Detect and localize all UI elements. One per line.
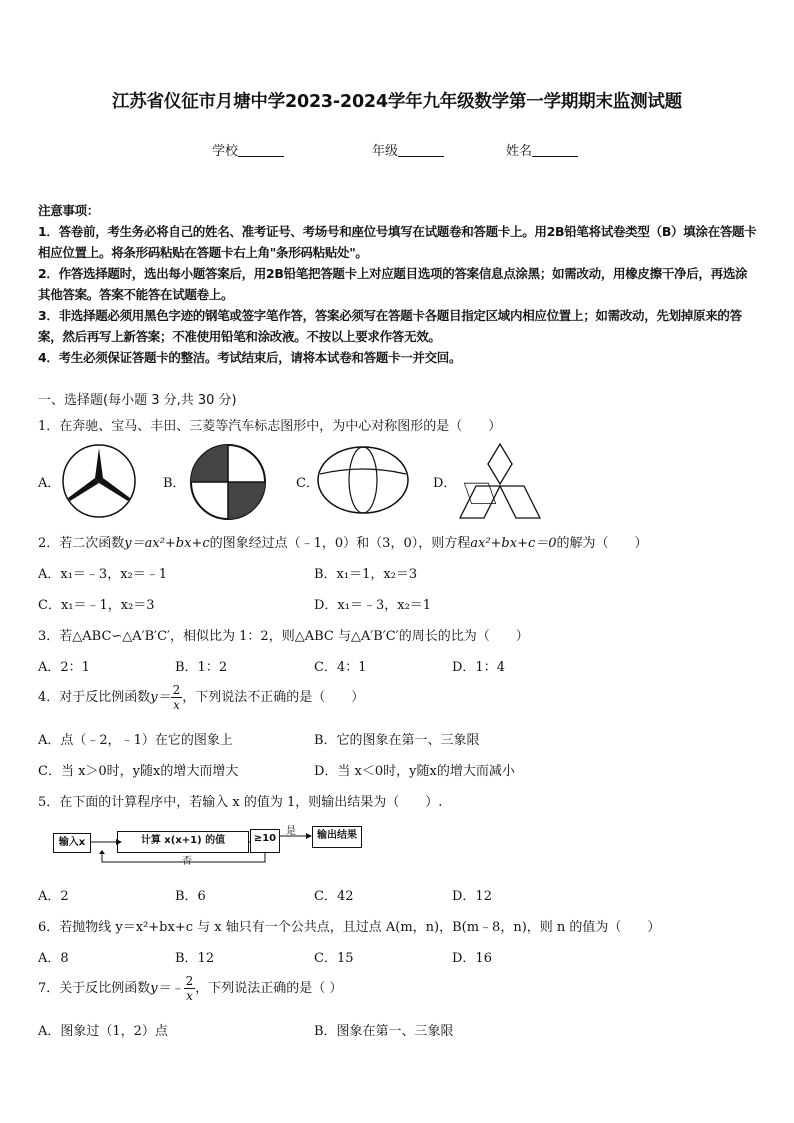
- grade-field: 年级: [372, 140, 444, 159]
- flow-arrows: [50, 820, 370, 870]
- q2-option-d: D．x₁＝﹣3，x₂＝1: [314, 598, 432, 613]
- bmw-logo-figure: [188, 442, 268, 522]
- q1-option-a: A．: [38, 476, 61, 491]
- q3-option-d: D．1：4: [452, 660, 505, 675]
- page-title: 江苏省仪征市月塘中学2023-2024学年九年级数学第一学期期末监测试题: [112, 92, 682, 112]
- notice-item-3: 3．非选择题必须用黑色字迹的钢笔或签字笔作答，答案必须写在答题卡各题目指定区域内相应位置上；如需改动，先划掉原来的答案，然后再写上新答案；不准使用铅笔和涂改液。不按以上要求作答无效。: [38, 308, 742, 344]
- q3-option-c: C．4：1: [314, 660, 367, 675]
- q5-option-b: B．6: [175, 889, 206, 904]
- q6-option-d: D．16: [452, 951, 492, 966]
- q6-option-a: A．8: [38, 951, 69, 966]
- q6-option-c: C．15: [314, 951, 354, 966]
- q2-option-a: A．x₁＝﹣3，x₂＝﹣1: [38, 567, 168, 582]
- flow-output-box: 输出结果: [312, 826, 362, 848]
- q7-fraction: $\frac{2}{x}$: [185, 974, 194, 1003]
- q4-option-c: C．当 x＞0时，y随x的增大而增大: [38, 764, 239, 779]
- question-1-stem: 1．在奔驰、宝马、丰田、三菱等汽车标志图形中，为中心对称图形的是（ ）: [38, 419, 502, 434]
- toyota-logo-figure: [316, 444, 410, 516]
- flow-no-label: 否: [182, 856, 192, 867]
- school-field: 学校: [212, 140, 284, 159]
- q1-option-b: B．: [163, 476, 186, 491]
- q4-fraction: $\frac{2}{x}$: [172, 683, 181, 712]
- question-7-stem: 7．关于反比例函数y＝﹣ $\frac{2}{x}$ ，下列说法正确的是（ ）: [38, 974, 343, 1003]
- q4-option-d: D．当 x＜0时，y随x的增大而减小: [314, 764, 515, 779]
- q7-option-a: A．图象过（1，2）点: [38, 1024, 168, 1039]
- notice-item-2: 2．作答选择题时，选出每小题答案后，用2B铅笔把答题卡上对应题目选项的答案信息点涂黑；如需改动，用橡皮擦干净后，再选涂其他答案。答案不能答在试题卷上。: [38, 266, 748, 302]
- benz-logo-figure: [60, 442, 140, 520]
- flow-calc-box: 计算 x(x+1) 的值: [117, 831, 249, 853]
- q5-option-a: A．2: [38, 889, 69, 904]
- flow-yes-label: 是: [286, 826, 296, 837]
- q1-option-d: D．: [433, 476, 457, 491]
- q2-option-b: B．x₁＝1，x₂＝3: [314, 567, 418, 582]
- flow-input-box: 输入x: [53, 833, 91, 853]
- notice-item-4: 4．考生必须保证答题卡的整洁。考试结束后，请将本试卷和答题卡一并交回。: [38, 350, 462, 365]
- q4-option-b: B．它的图象在第一、三象限: [314, 733, 480, 748]
- question-3-stem: 3．若△ABC∽△A′B′C′，相似比为 1：2，则△ABC 与△A′B′C′的周长的比为（ ）: [38, 629, 529, 644]
- mitsubishi-logo-figure: [456, 440, 544, 524]
- notice-item-1: 1．答卷前，考生务必将自己的姓名、准考证号、考场号和座位号填写在试题卷和答题卡上。用2B铅笔将试卷类型（B）填涂在答题卡相应位置上。将条形码粘贴在答题卡右上角"条形码粘贴处"。: [38, 224, 757, 260]
- question-6-stem: 6．若抛物线 y＝x²+bx+c 与 x 轴只有一个公共点，且过点 A(m，n)，B(m﹣8，n)，则 n 的值为（ ）: [38, 920, 661, 935]
- q7-option-b: B．图象在第一、三象限: [314, 1024, 454, 1039]
- question-5-stem: 5．在下面的计算程序中，若输入 x 的值为 1，则输出结果为（ ）.: [38, 795, 443, 810]
- notice-heading: 注意事项：: [38, 203, 100, 218]
- flow-condition-box: ≥10: [250, 829, 280, 853]
- q6-option-b: B．12: [175, 951, 215, 966]
- q3-option-a: A．2：1: [38, 660, 90, 675]
- q5-option-d: D．12: [452, 889, 492, 904]
- q1-option-c: C．: [296, 476, 319, 491]
- q4-option-a: A．点（﹣2，﹣1）在它的图象上: [38, 733, 233, 748]
- q3-option-b: B．1：2: [175, 660, 228, 675]
- name-field: 姓名: [506, 140, 578, 159]
- question-2-stem: 2．若二次函数y＝ax²+bx+c的图象经过点（﹣1，0）和（3，0），则方程ax²+bx+c＝0的解为（ ）: [38, 536, 648, 551]
- question-4-stem: 4．对于反比例函数y＝ $\frac{2}{x}$ ，下列说法不正确的是（ ）: [38, 683, 365, 712]
- q2-option-c: C．x₁＝﹣1，x₂＝3: [38, 598, 155, 613]
- q5-option-c: C．42: [314, 889, 354, 904]
- section-heading: 一、选择题(每小题 3 分,共 30 分): [38, 393, 237, 408]
